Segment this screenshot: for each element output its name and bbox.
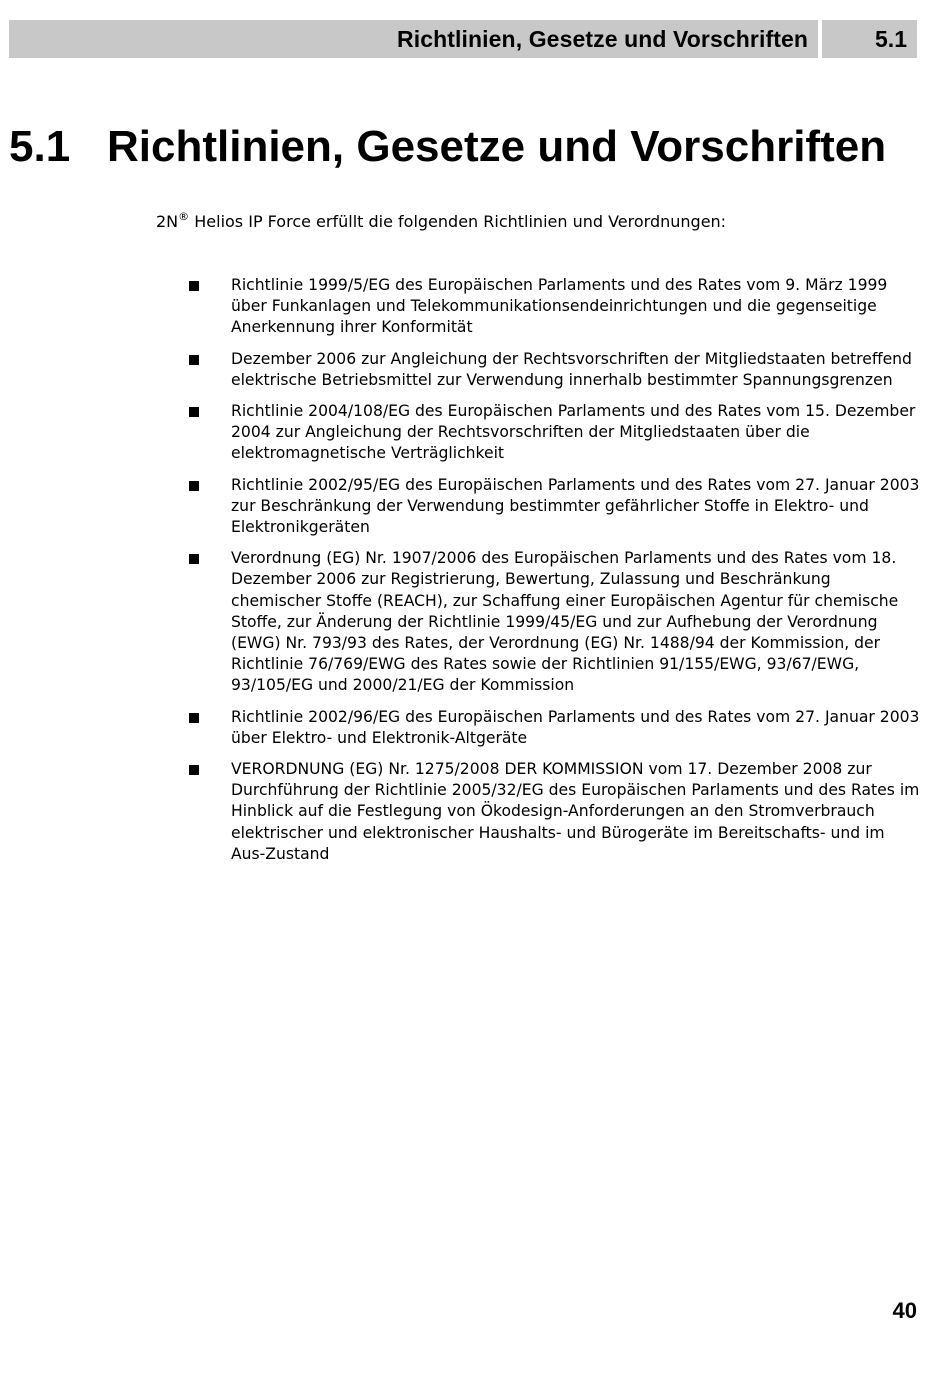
square-bullet-icon [189,481,199,491]
page-title-text: Richtlinien, Gesetze und Vorschriften [107,122,887,171]
square-bullet-icon [189,281,199,291]
square-bullet-icon [189,407,199,417]
regulation-text: VERORDNUNG (EG) Nr. 1275/2008 DER KOMMISSION vom 17. Dezember 2008 zur Durchführung der Richtlinie 2005/32/EG des Europäischen Parlaments und des Rates im Hinblick auf die Festlegung von Ökodesign-Anforderungen an den Stromverbrauch elektrischer und elektronischer Haushalts- und Bürogeräte im Bereitschafts- und im Aus-Zustand [231,760,920,863]
list-item [183,349,923,391]
running-header [9,20,917,58]
list-item [183,475,923,539]
square-bullet-icon [189,554,199,564]
regulation-text: Dezember 2006 zur Angleichung der Rechtsvorschriften der Mitgliedstaaten betreffend elektrische Betriebsmittel zur Verwendung innerhalb bestimmter Spannungsgrenzen [231,349,912,389]
page-title-number: 5.1 [9,122,71,171]
regulation-text: Richtlinie 2002/95/EG des Europäischen Parlaments und des Rates vom 27. Januar 2003 zur Beschränkung der Verwendung bestimmter gefährlicher Stoffe in Elektro- und Elektronikgeräten [231,475,920,537]
regulation-text: Richtlinie 2004/108/EG des Europäischen Parlaments und des Rates vom 15. Dezember 2004 zur Angleichung der Rechtsvorschriften der Mitgliedstaaten über die elektromagnetische Verträglichkeit [231,402,916,463]
list-item [183,707,923,749]
regulation-text: Richtlinie 2002/96/EG des Europäischen Parlaments und des Rates vom 27. Januar 2003 über Elektro- und Elektronik-Altgeräte [231,707,920,747]
square-bullet-icon [189,355,199,365]
page-title [9,120,886,174]
running-header-section-number: 5.1 [822,20,917,58]
list-item [183,548,923,696]
list-item [183,759,923,865]
list-item [183,275,923,339]
running-header-title: Richtlinien, Gesetze und Vorschriften [9,20,818,58]
intro-paragraph [156,210,726,234]
regulation-text: Verordnung (EG) Nr. 1907/2006 des Europäischen Parlaments und des Rates vom 18. Dezember 2006 zur Registrierung, Bewertung, Zulassung und Beschränkung chemischer Stoffe (REACH), zur Schaffung einer Europäischen Agentur für chemische Stoffe, zur Änderung der Richtlinie 1999/45/EG und zur Aufhebung der Verordnung (EWG) Nr. 793/93 des Rates, der Verordnung (EG) Nr. 1488/94 der Kommission, der Richtlinie 76/769/EWG des Rates sowie der Richtlinien 91/155/EWG, 93/67/EWG, 93/105/EG und 2000/21/EG der Kommission [231,549,899,695]
regulations-list [183,275,923,875]
square-bullet-icon [189,713,199,723]
registered-trademark-mark: ® [178,210,190,223]
intro-text: Helios IP Force erfüllt die folgenden Richtlinien und Verordnungen: [189,212,727,231]
intro-brand: 2N [156,212,179,231]
page-number: 40 [892,1298,917,1323]
list-item [183,401,923,465]
regulation-text: Richtlinie 1999/5/EG des Europäischen Parlaments und des Rates vom 9. März 1999 über Funkanlagen und Telekommunikationsendeinrichtungen und die gegenseitige Anerkennung ihrer Konformität [231,276,888,337]
square-bullet-icon [189,765,199,775]
